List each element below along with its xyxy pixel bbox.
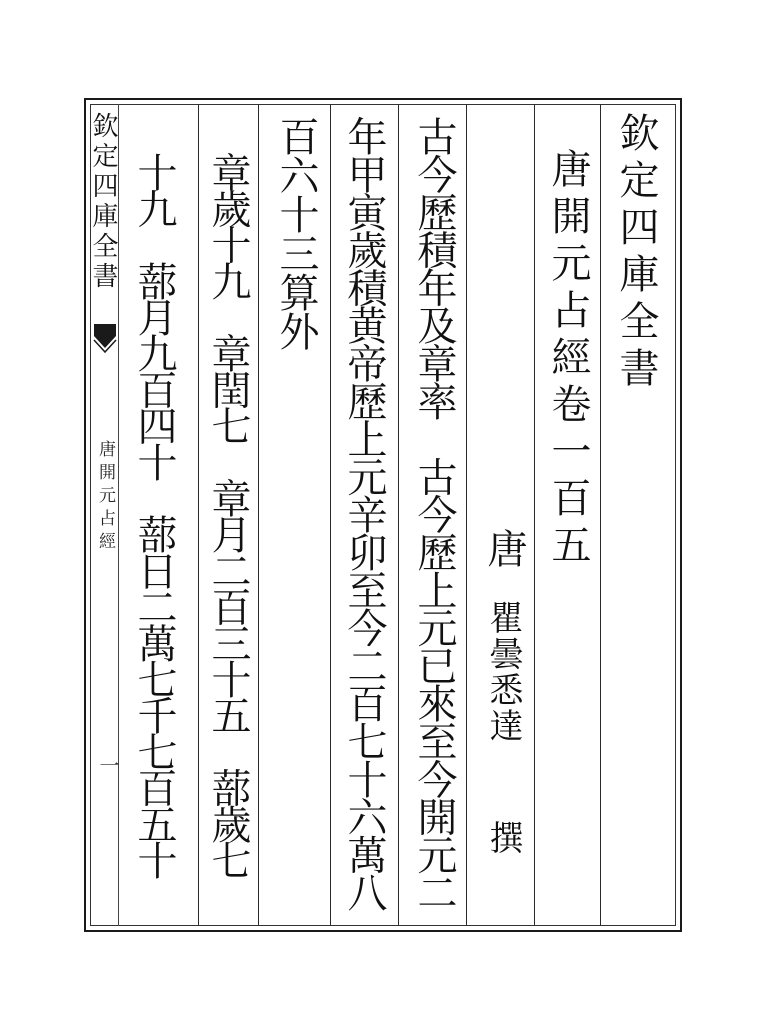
text-column-5: 十九 蔀月九百四十 蔀日二萬七千七百五十 (131, 152, 177, 877)
column-rule (398, 104, 399, 926)
author-name: 瞿曇悉達 (483, 600, 523, 744)
fish-tail-mark (92, 322, 118, 368)
header-column: 欽定四庫全書 (613, 112, 659, 394)
column-rule (600, 104, 601, 926)
author-prefix: 唐 (481, 528, 527, 575)
text-column-1: 古今歷積年及章率 古今歷上元已來至今開元二 (411, 116, 457, 910)
text-column-4: 章歲十九 章閏七 章月二百三十五 蔀歲七 (205, 152, 251, 877)
author-verb: 撰 (483, 820, 523, 864)
text-column-3: 百六十三算外 (273, 116, 319, 350)
column-rule (258, 104, 259, 926)
margin-series-title: 欽定四庫全書 (88, 112, 118, 292)
title-column: 唐開元占經卷一百五 (545, 148, 591, 571)
column-rule (198, 104, 199, 926)
column-rule (330, 104, 331, 926)
margin-gutter-rule (118, 104, 119, 926)
text-column-2: 年甲寅歲積黄帝歷上元辛卯至今二百七十六萬八 (341, 116, 387, 910)
column-rule (466, 104, 467, 926)
column-rule (534, 104, 535, 926)
margin-book-title: 唐開元占經 (95, 440, 115, 555)
margin-folio-number: 一 (96, 755, 120, 781)
